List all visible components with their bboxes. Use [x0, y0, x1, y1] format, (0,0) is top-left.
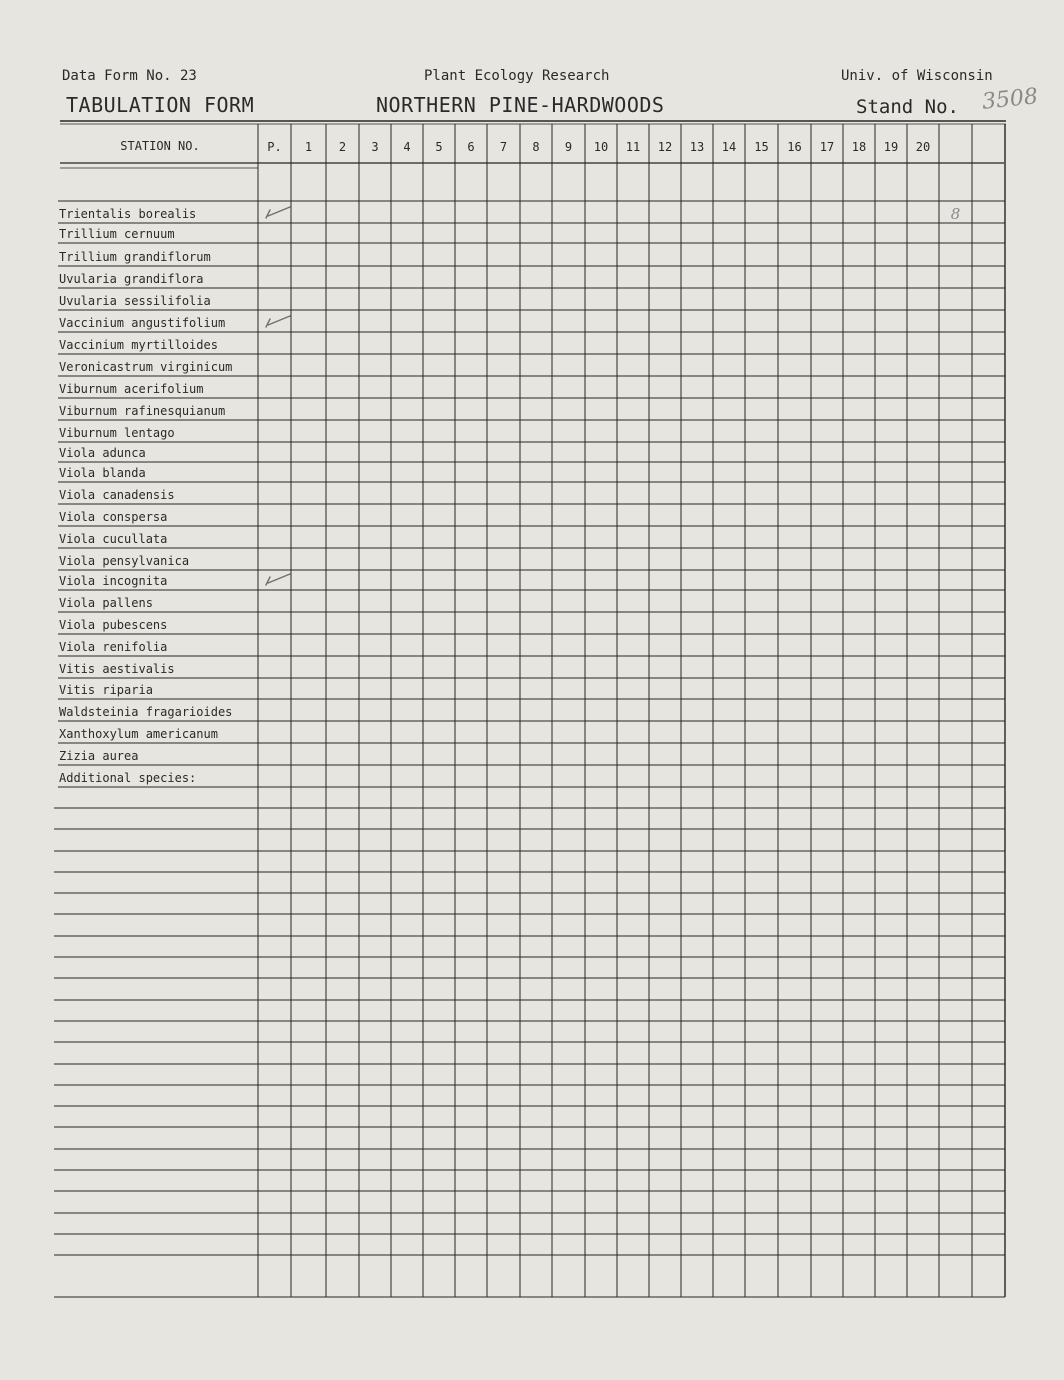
species-name: Viola adunca	[59, 446, 146, 460]
species-name: Vitis riparia	[59, 683, 153, 697]
column-header: 3	[371, 140, 379, 154]
handwritten-value: 8	[950, 205, 961, 223]
column-header: P.	[267, 140, 282, 154]
column-header: 14	[721, 140, 737, 154]
species-name: Viola conspersa	[59, 510, 168, 524]
column-header: 1	[304, 140, 313, 154]
column-header: 10	[593, 140, 609, 154]
university-name: Univ. of Wisconsin	[841, 68, 993, 84]
column-header: 5	[435, 140, 443, 154]
species-name: Viola pallens	[59, 596, 153, 610]
form-title: TABULATION FORM	[66, 93, 255, 117]
species-name: Additional species:	[59, 771, 197, 785]
column-header: 19	[883, 140, 899, 154]
column-header: 11	[625, 140, 641, 154]
check-mark	[266, 574, 290, 585]
species-name: Viburnum lentago	[59, 426, 175, 440]
species-name: Viburnum rafinesquianum	[59, 404, 226, 418]
species-name: Vaccinium myrtilloides	[59, 338, 218, 352]
column-header: 6	[467, 140, 475, 154]
form-number: Data Form No. 23	[62, 68, 197, 84]
column-header: 16	[787, 140, 802, 154]
species-name: Vitis aestivalis	[59, 662, 175, 676]
column-header: 17	[819, 140, 835, 154]
check-mark	[266, 207, 290, 218]
column-header: 12	[657, 140, 673, 154]
check-mark	[266, 316, 290, 327]
species-name: Uvularia grandiflora	[59, 272, 204, 286]
species-name: Viola pubescens	[59, 618, 168, 632]
species-name: Xanthoxylum americanum	[59, 727, 218, 741]
column-header: 7	[499, 140, 508, 154]
species-name: Viola blanda	[59, 466, 146, 480]
column-header: 13	[689, 140, 705, 154]
column-header: 8	[532, 140, 540, 154]
station-number-header: STATION NO.	[120, 139, 200, 153]
species-name: Waldsteinia fragarioides	[59, 705, 233, 719]
stand-number-label: Stand No.	[856, 96, 959, 118]
species-name: Viola canadensis	[59, 488, 175, 502]
species-name: Viola pensylvanica	[59, 554, 190, 568]
species-name: Viola cucullata	[59, 532, 168, 546]
column-header: 9	[564, 140, 573, 154]
column-header: 20	[915, 140, 931, 154]
species-name: Viola renifolia	[59, 640, 168, 654]
species-name: Zizia aurea	[59, 749, 139, 763]
species-name: Viola incognita	[59, 574, 168, 588]
column-header: 4	[403, 140, 411, 154]
species-name: Veronicastrum virginicum	[59, 360, 233, 374]
column-header: 15	[754, 140, 769, 154]
column-header: 2	[338, 140, 347, 154]
species-name: Trillium grandiflorum	[59, 250, 211, 264]
species-name: Viburnum acerifolium	[59, 382, 204, 396]
species-name: Vaccinium angustifolium	[59, 316, 226, 330]
species-name: Trillium cernuum	[59, 227, 175, 241]
species-name: Trientalis borealis	[59, 207, 197, 221]
species-name: Uvularia sessilifolia	[59, 294, 211, 308]
column-header: 18	[851, 140, 867, 154]
project-name: Plant Ecology Research	[424, 68, 610, 84]
forest-type-title: NORTHERN PINE-HARDWOODS	[376, 93, 665, 117]
stand-number-value: 3508	[980, 84, 1040, 115]
